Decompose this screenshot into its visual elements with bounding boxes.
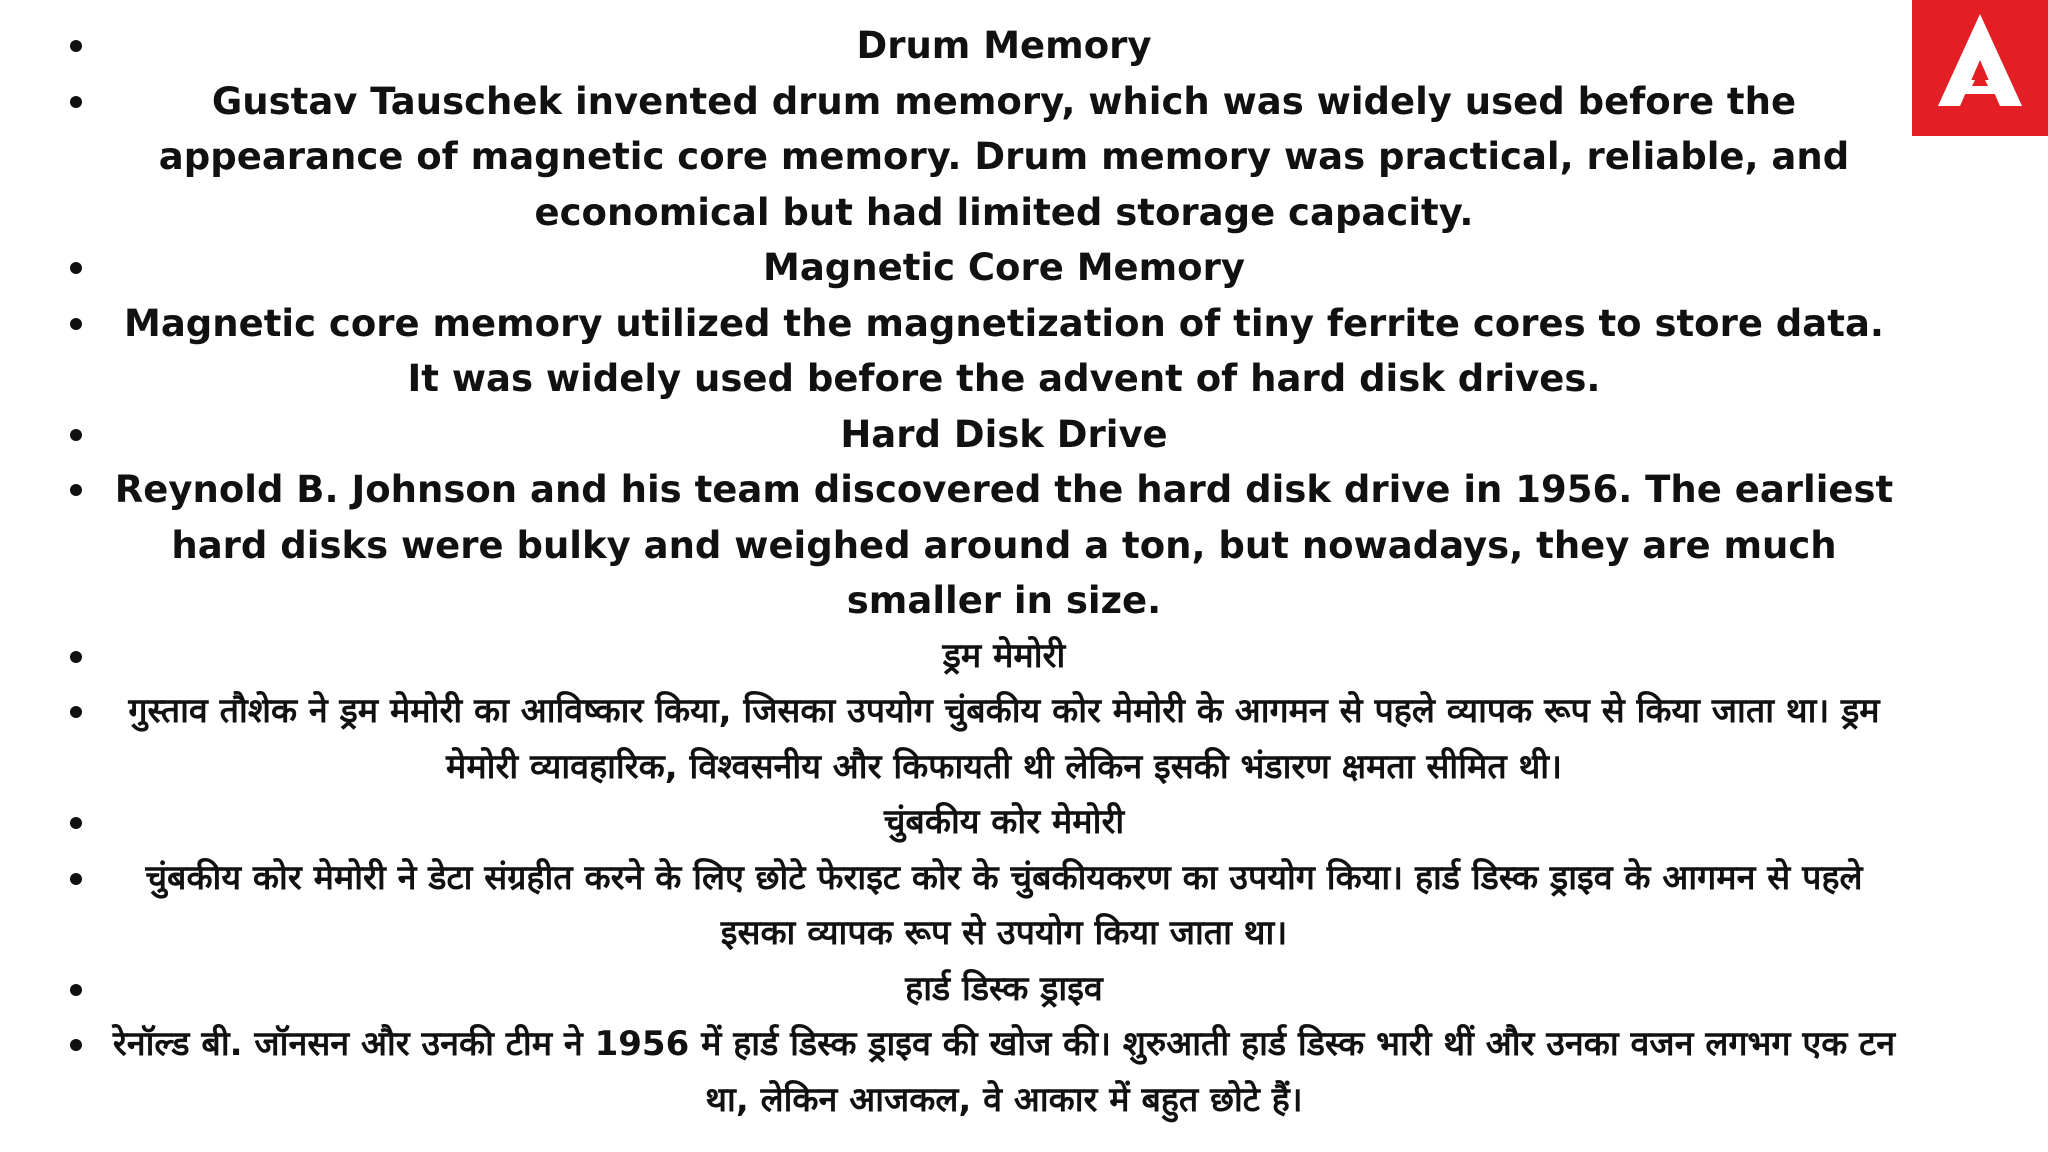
bullet-heading-drum-memory-hindi: ड्रम मेमोरी bbox=[62, 629, 1902, 685]
bullet-magnetic-core-memory-description: Magnetic core memory utilized the magnetization of tiny ferrite cores to store data. It was widely used before the advent of hard disk drives. bbox=[62, 296, 1902, 407]
bullet-drum-memory-description-hindi: गुस्ताव तौशेक ने ड्रम मेमोरी का आविष्कार किया, जिसका उपयोग चुंबकीय कोर मेमोरी के आगमन से पहले व्यापक रूप से किया जाता था। ड्रम मेमोरी व्यावहारिक, विश्वसनीय और किफायती थी लेकिन इसकी भंडारण क्षमता सीमित थी। bbox=[62, 684, 1902, 795]
bullet-list bbox=[62, 18, 1902, 1128]
brand-badge bbox=[1912, 0, 2048, 136]
bullet-heading-hard-disk-drive-hindi: हार्ड डिस्क ड्राइव bbox=[62, 962, 1902, 1018]
bullet-heading-magnetic-core-memory-hindi: चुंबकीय कोर मेमोरी bbox=[62, 795, 1902, 851]
bullet-magnetic-core-memory-description-hindi: चुंबकीय कोर मेमोरी ने डेटा संग्रहीत करने के लिए छोटे फेराइट कोर के चुंबकीयकरण का उपयोग किया। हार्ड डिस्क ड्राइव के आगमन से पहले इसका व्यापक रूप से उपयोग किया जाता था। bbox=[62, 851, 1902, 962]
bullet-hard-disk-drive-description-hindi: रेनॉल्ड बी. जॉनसन और उनकी टीम ने 1956 में हार्ड डिस्क ड्राइव की खोज की। शुरुआती हार्ड डिस्क भारी थीं और उनका वजन लगभग एक टन था, लेकिन आजकल, वे आकार में बहुत छोटे हैं। bbox=[62, 1017, 1902, 1128]
bullet-heading-drum-memory: Drum Memory bbox=[62, 18, 1902, 74]
bullet-drum-memory-description: Gustav Tauschek invented drum memory, which was widely used before the appearance of magnetic core memory. Drum memory was practical, reliable, and economical but had limited storage capacity. bbox=[62, 74, 1902, 241]
bullet-hard-disk-drive-description: Reynold B. Johnson and his team discovered the hard disk drive in 1956. The earliest hard disks were bulky and weighed around a ton, but nowadays, they are much smaller in size. bbox=[62, 462, 1902, 629]
bullet-heading-magnetic-core-memory: Magnetic Core Memory bbox=[62, 240, 1902, 296]
bullet-heading-hard-disk-drive: Hard Disk Drive bbox=[62, 407, 1902, 463]
adda-logo-icon bbox=[1912, 0, 2048, 136]
